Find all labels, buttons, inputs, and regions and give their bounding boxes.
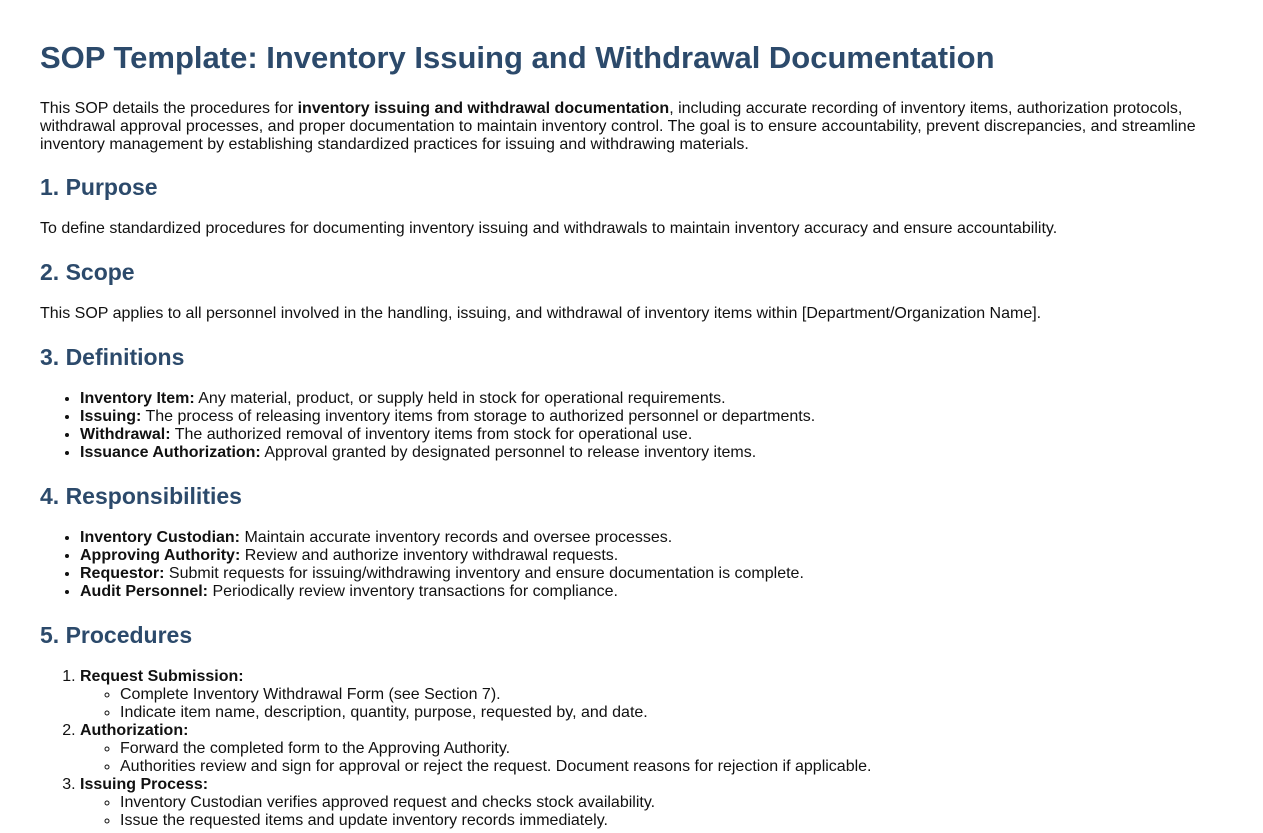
page-title: SOP Template: Inventory Issuing and Withdrawal Documentation — [40, 40, 995, 75]
responsibility-desc: Maintain accurate inventory records and oversee processes. — [240, 529, 673, 546]
responsibilities-heading: 4. Responsibilities — [40, 483, 242, 509]
definition-term: Withdrawal: — [80, 426, 171, 443]
procedure-substep: ◦ Authorities review and sign for approval or reject the request. Document reasons for rejection if applicable. — [120, 758, 1223, 776]
definitions-list — [40, 390, 1223, 462]
procedure-step — [80, 776, 1223, 830]
procedure-step — [80, 668, 1223, 722]
procedure-substep: ◦ Forward the completed form to the Approving Authority. — [120, 740, 1223, 758]
responsibility-desc: Submit requests for issuing/withdrawing inventory and ensure documentation is complete. — [164, 565, 804, 582]
procedures-heading: 5. Procedures — [40, 622, 193, 648]
responsibility-desc: Periodically review inventory transactions for compliance. — [208, 583, 618, 600]
intro-paragraph — [40, 100, 1223, 154]
procedure-step — [80, 722, 1223, 776]
responsibility-item — [80, 565, 1223, 583]
definition-desc: The process of releasing inventory items from storage to authorized personnel or departments. — [141, 408, 816, 425]
responsibilities-list — [40, 529, 1223, 601]
definition-desc: Any material, product, or supply held in stock for operational requirements. — [194, 390, 726, 407]
procedure-step-title: Authorization: — [80, 722, 189, 739]
procedure-substep: ◦ Inventory Custodian verifies approved request and checks stock availability. — [120, 794, 1223, 812]
definition-item — [80, 444, 1223, 462]
procedures-list — [40, 668, 1223, 830]
definition-item — [80, 408, 1223, 426]
responsibility-role: Requestor: — [80, 565, 165, 582]
procedure-substeps — [80, 686, 1223, 722]
intro-text-pre: This SOP details the procedures for — [40, 100, 298, 117]
purpose-text: To define standardized procedures for documenting inventory issuing and withdrawals to maintain inventory accuracy and ensure accountability. — [40, 220, 1058, 237]
responsibility-role: Approving Authority: — [80, 547, 241, 564]
definitions-heading: 3. Definitions — [40, 344, 185, 370]
procedure-substep: ◦ Complete Inventory Withdrawal Form (see Section 7). — [120, 686, 1223, 704]
procedure-substep: ◦ Indicate item name, description, quantity, purpose, requested by, and date. — [120, 704, 1223, 722]
responsibility-item — [80, 529, 1223, 547]
definition-term: Issuance Authorization: — [80, 444, 261, 461]
definition-desc: Approval granted by designated personnel to release inventory items. — [260, 444, 757, 461]
procedure-step-title: Request Submission: — [80, 668, 244, 685]
scope-heading: 2. Scope — [40, 259, 135, 285]
scope-text: This SOP applies to all personnel involved in the handling, issuing, and withdrawal of inventory items within [Department/Organization Name]. — [40, 305, 1042, 322]
responsibility-role: Audit Personnel: — [80, 583, 209, 600]
responsibility-item — [80, 583, 1223, 601]
purpose-heading: 1. Purpose — [40, 174, 158, 200]
responsibility-role: Inventory Custodian: — [80, 529, 241, 546]
procedure-substep: ◦ Issue the requested items and update inventory records immediately. — [120, 812, 1223, 830]
definition-item — [80, 390, 1223, 408]
definition-term: Issuing: — [80, 408, 142, 425]
procedure-substeps — [80, 794, 1223, 830]
procedure-substeps — [80, 740, 1223, 776]
procedure-step-title: Issuing Process: — [80, 776, 209, 793]
definition-desc: The authorized removal of inventory items from stock for operational use. — [170, 426, 693, 443]
definition-term: Inventory Item: — [80, 390, 195, 407]
responsibility-item — [80, 547, 1223, 565]
responsibility-desc: Review and authorize inventory withdrawal requests. — [240, 547, 619, 564]
definition-item — [80, 426, 1223, 444]
intro-text-bold: inventory issuing and withdrawal documentation — [297, 100, 670, 117]
intro-text-post: , including accurate recording of inventory items, authorization protocols, withdrawal approval processes, and proper documentation to maintain inventory control. The goal is to ensure accountability, prevent discrepancies, and streamline inventory management by establishing standardized practices for issuing and withdrawing materials. — [40, 100, 1196, 153]
